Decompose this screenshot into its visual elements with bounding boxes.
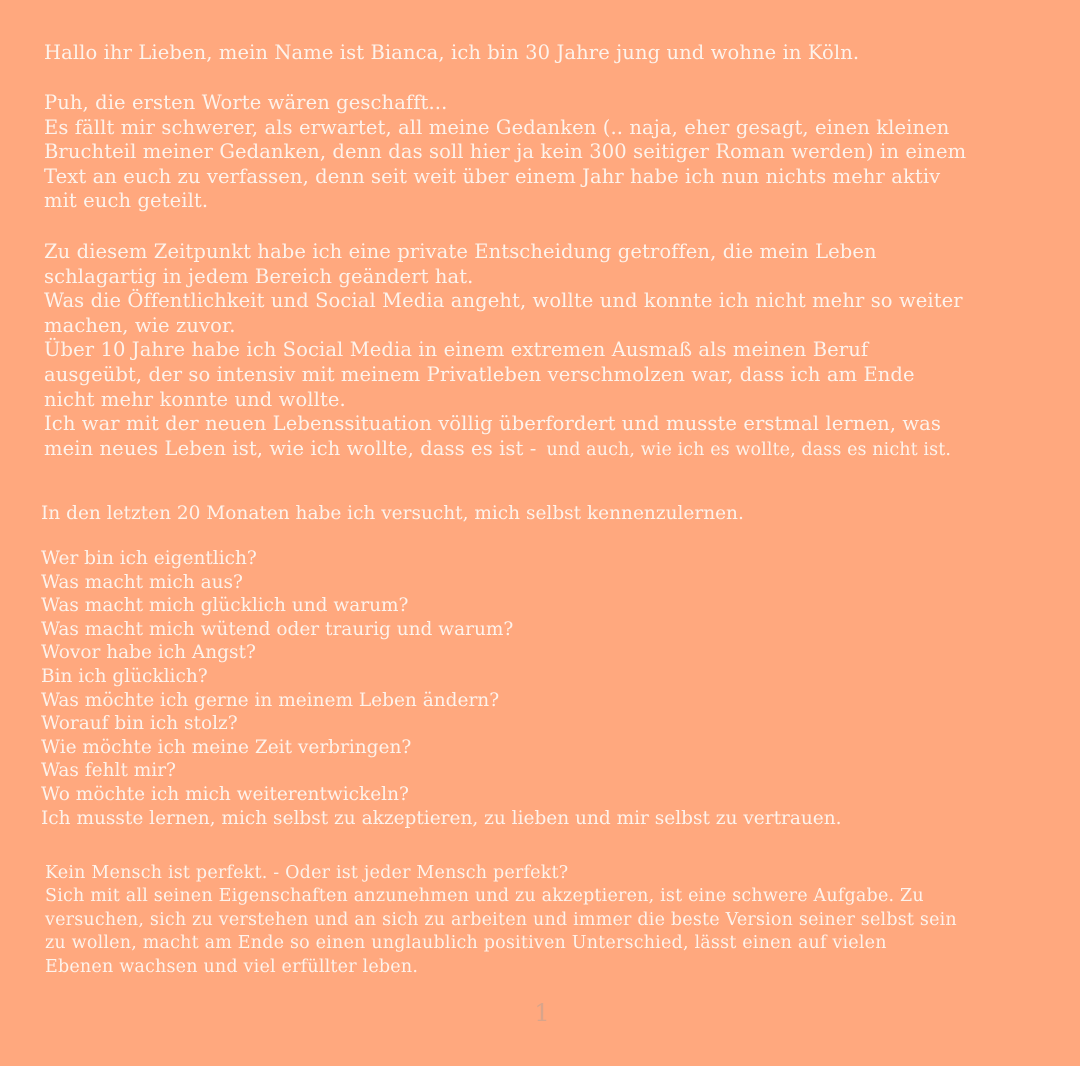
question-line: Was fehlt mir? bbox=[41, 760, 176, 782]
page-number: 1 bbox=[534, 999, 550, 1027]
text-line: In den letzten 20 Monaten habe ich versucht, mich selbst kennenzulernen. bbox=[41, 503, 744, 524]
text-line: nicht mehr konnte und wollte. bbox=[44, 387, 346, 411]
text-line: Ebenen wachsen und viel erfüllter leben. bbox=[45, 956, 419, 977]
text-line: versuchen, sich zu verstehen und an sich zu arbeiten und immer die beste Version seiner selbst sein bbox=[45, 909, 957, 930]
question-line: Wovor habe ich Angst? bbox=[41, 642, 256, 664]
text-line: machen, wie zuvor. bbox=[44, 313, 236, 337]
question-line: Was macht mich aus? bbox=[41, 571, 243, 593]
text-line: schlagartig in jedem Bereich geändert hat. bbox=[44, 264, 474, 288]
text-line: Sich mit all seinen Eigenschaften anzunehmen und zu akzeptieren, ist eine schwere Aufgabe. Zu bbox=[45, 886, 924, 907]
text-line: Text an euch zu verfassen, denn seit weit über einem Jahr habe ich nun nichts mehr aktiv bbox=[44, 164, 941, 188]
text-line: Hallo ihr Lieben, mein Name ist Bianca, ich bin 30 Jahre jung und wohne in Köln. bbox=[44, 41, 860, 64]
text-line: ausgeübt, der so intensiv mit meinem Privatleben verschmolzen war, dass ich am Ende bbox=[44, 362, 915, 386]
questions-list bbox=[41, 547, 842, 830]
paragraph-decision bbox=[44, 240, 963, 461]
text-line: Es fällt mir schwerer, als erwartet, all meine Gedanken (.. naja, eher gesagt, einen kleinen bbox=[44, 115, 950, 139]
text-line: Über 10 Jahre habe ich Social Media in einem extremen Ausmaß als meinen Beruf bbox=[44, 338, 869, 362]
question-line: Wo möchte ich mich weiterentwickeln? bbox=[41, 783, 409, 805]
question-line: Was möchte ich gerne in meinem Leben ändern? bbox=[41, 689, 500, 711]
question-line: Bin ich glücklich? bbox=[41, 665, 208, 687]
paragraph-perfection bbox=[45, 862, 957, 979]
text-line: Ich war mit der neuen Lebenssituation völlig überfordert und musste erstmal lernen, was bbox=[44, 412, 941, 436]
text-line bbox=[44, 437, 963, 462]
text-line: zu wollen, macht am Ende so einen unglaublich positiven Unterschied, lässt einen auf vielen bbox=[45, 933, 887, 954]
text-line: Puh, die ersten Worte wären geschafft... bbox=[44, 91, 448, 114]
text-line-end: und auch, wie ich es wollte, dass es nicht ist. bbox=[546, 439, 951, 460]
question-line: Worauf bin ich stolz? bbox=[41, 713, 238, 735]
text-line: Ich musste lernen, mich selbst zu akzeptieren, zu lieben und mir selbst zu vertrauen. bbox=[41, 807, 842, 829]
question-line: Wer bin ich eigentlich? bbox=[41, 548, 257, 569]
text-line: mit euch geteilt. bbox=[44, 189, 209, 213]
text-line: Zu diesem Zeitpunkt habe ich eine private Entscheidung getroffen, die mein Leben bbox=[44, 240, 877, 263]
question-line: Was macht mich glücklich und warum? bbox=[41, 595, 409, 617]
paragraph-self-discovery bbox=[41, 502, 744, 527]
question-line: Wie möchte ich meine Zeit verbringen? bbox=[41, 736, 412, 758]
intro-paragraph bbox=[44, 41, 859, 66]
text-line: Kein Mensch ist perfekt. - Oder ist jeder Mensch perfekt? bbox=[45, 863, 569, 883]
text-line: Bruchteil meiner Gedanken, denn das soll hier ja kein 300 seitiger Roman werden) in einem bbox=[44, 140, 967, 164]
text-line: Was die Öffentlichkeit und Social Media angeht, wollte und konnte ich nicht mehr so weiter bbox=[44, 289, 963, 313]
question-line: Was macht mich wütend oder traurig und warum? bbox=[41, 618, 514, 640]
text-line-start: mein neues Leben ist, wie ich wollte, dass es ist - bbox=[44, 436, 537, 460]
paragraph-first-words bbox=[44, 91, 966, 214]
